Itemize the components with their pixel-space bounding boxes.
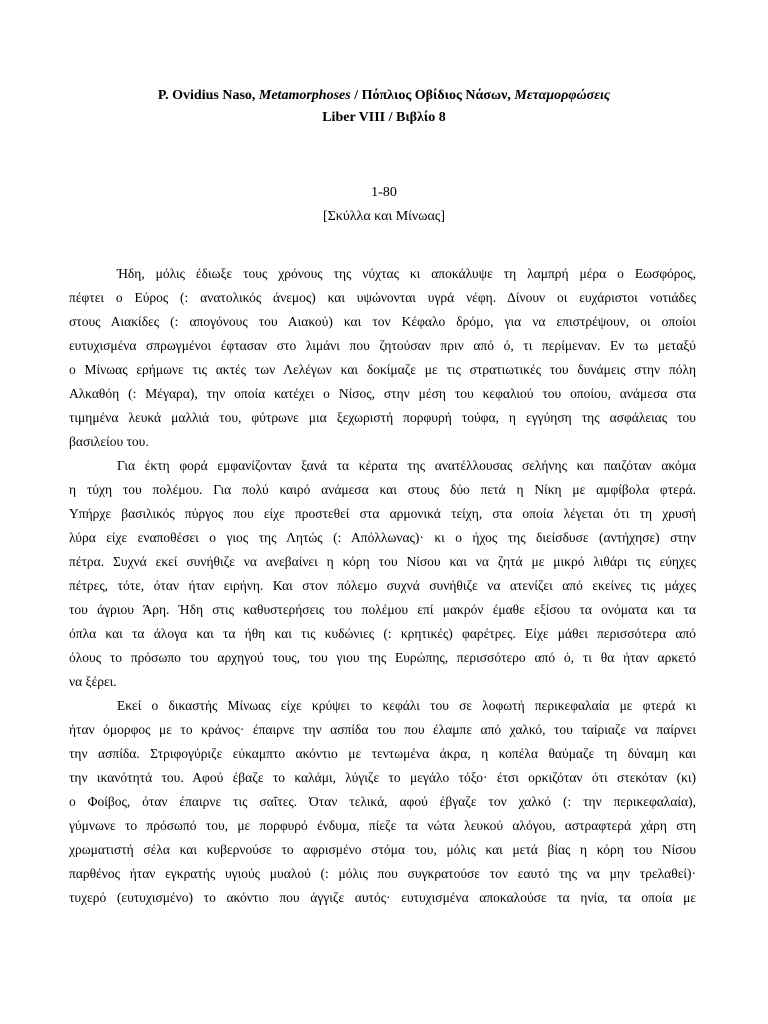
text-line: τιμημένα λευκά μαλλιά του, φύτρωνε μια ξεχωριστή πορφυρή τούφα, η εγγύηση της ασφάλειας του [69, 410, 696, 425]
text-line: ευτυχισμένα σπρωγμένοι έφτασαν στο λιμάνι που ζητούσαν πριν από ό, τι περίμεναν. Εν τω μεταξύ [69, 338, 696, 353]
text-line: όλους το πρόσωπο του αρχηγού τους, του γιου της Ευρώπης, περισσότερο από ό, τι θα ήταν αρκετό [69, 650, 696, 665]
book-heading: Liber VIII / Βιβλίο 8 [322, 110, 446, 125]
document-title [0, 88, 768, 104]
text-line: βασιλείου του. [69, 434, 149, 449]
text-line: Για έκτη φορά εμφανίζονταν ξανά τα κέρατα της ανατέλλουσας σελήνης και παιζόταν ακόμα [117, 458, 696, 473]
title-work-latin: Metamorphoses [258, 88, 351, 103]
title-separator: / Πόπλιος Οβίδιος Νάσων, [350, 88, 515, 103]
text-line: στους Αιακίδες (: απογόνους του Αιακού) και τον Κέφαλο δρόμο, για να επιστρέψουν, οι οποίοι [69, 314, 696, 329]
section-heading: [Σκύλλα και Μίνωας] [322, 209, 446, 224]
text-line: την ικανότητά του. Αφού έβαζε το καλάμι, λύγιζε το μεγάλο τόξο· έτσι ορκιζόταν ότι στεκόταν (κι) [69, 770, 696, 785]
title-work-greek: Μεταμορφώσεις [514, 88, 611, 103]
text-line: του άγριου Άρη. Ήδη στις καθυστερήσεις του πολέμου επί μακρόν έμαθε εξίσου τα ονόματα και τα [69, 602, 696, 617]
text-line: πέφτει ο Εύρος (: ανατολικός άνεμος) και υψώνονται υγρά νέφη. Δίνουν οι ευχάριστοι νοτιάδες [69, 290, 696, 305]
text-line: ήταν όμορφος με το κράνος· έπαιρνε την ασπίδα του που έλαμπε από χαλκό, του ταίριαζε να παίρνει [69, 722, 696, 737]
text-line: τυχερό (ευτυχισμένο) το ακόντιο που άγγιζε αυτός· ευτυχισμένα αποκαλούσε τα ηνία, τα οποία με [69, 890, 696, 905]
text-line: Αλκαθόη (: Μέγαρα), την οποία κατέχει ο Νίσος, στην μέση του κεφαλιού του οποίου, ανάμεσα στα [69, 386, 696, 401]
text-line: την ασπίδα. Στριφογύριζε εύκαμπτο ακόντιο με τεντωμένα άκρα, η κοπέλα θαύμαζε τη δύναμη και [69, 746, 696, 761]
verse-range: 1-80 [371, 185, 397, 200]
text-line: Ήδη, μόλις έδιωξε τους χρόνους της νύχτας κι αποκάλυψε τη λαμπρή μέρα ο Εωσφόρος, [117, 266, 696, 281]
text-line: Εκεί ο δικαστής Μίνωας είχε κρύψει το κεφάλι του σε λοφωτή περικεφαλαία με φτερά κι [117, 698, 696, 713]
text-line: Υπήρχε βασιλικός πύργος που είχε προστεθεί στα αρμονικά τείχη, στα οποία λέγεται ότι τη χρυσή [69, 506, 696, 521]
text-line: ο Φοίβος, όταν έπαιρνε τις σαΐτες. Όταν τελικά, αφού έβγαζε τον χαλκό (: την περικεφαλαία), [69, 794, 696, 809]
text-line: πέτρες, τότε, όταν ήταν ειρήνη. Και στον πόλεμο συχνά συνήθιζε να ατενίζει από εκείνες τις μάχες [69, 578, 696, 593]
text-line: πέτρα. Συχνά εκεί συνήθιζε να ανεβαίνει η κόρη του Νίσου και να ζητά με μικρό λιθάρι τις εύηχες [69, 554, 696, 569]
text-line: παρθένος ήταν εγκρατής υγιούς μυαλού (: μόλις που συγκρατούσε τον εαυτό της να μην τρελαθεί)· [69, 866, 696, 881]
title-author: P. Ovidius Naso, [157, 88, 259, 103]
text-line: λύρα είχε εναποθέσει ο γιος της Λητώς (: Απόλλωνας)· κι ο ήχος της διείσδυσε (αντήχησε) στην [69, 530, 696, 545]
text-line: ο Μίνωας ερήμωνε τις ακτές των Λελέγων και δοκίμαζε με τις στρατιωτικές του δυνάμεις στην πόλη [69, 362, 696, 377]
text-line: χρωματιστή σέλα και κυβερνούσε το αφρισμένο στόμα του, μόλις και μετά βίας η κόρη του Νίσου [69, 842, 696, 857]
text-line: όπλα και τα άλογα και τα ήθη και τις κυδώνιες (: κρητικές) φαρέτρες. Είχε μάθει περισσότερα από [69, 626, 696, 641]
text-line: η τύχη του πολέμου. Για πολύ καιρό ανάμεσα και στους δύο πετά η Νίκη με αμφίβολα φτερά. [69, 482, 696, 497]
text-line: να ξέρει. [69, 674, 117, 689]
text-line: γύμνωνε το πρόσωπό του, με πορφυρό ένδυμα, πίεζε τα νώτα λευκού αλόγου, αστραφτερά χάρη στη [69, 818, 696, 833]
